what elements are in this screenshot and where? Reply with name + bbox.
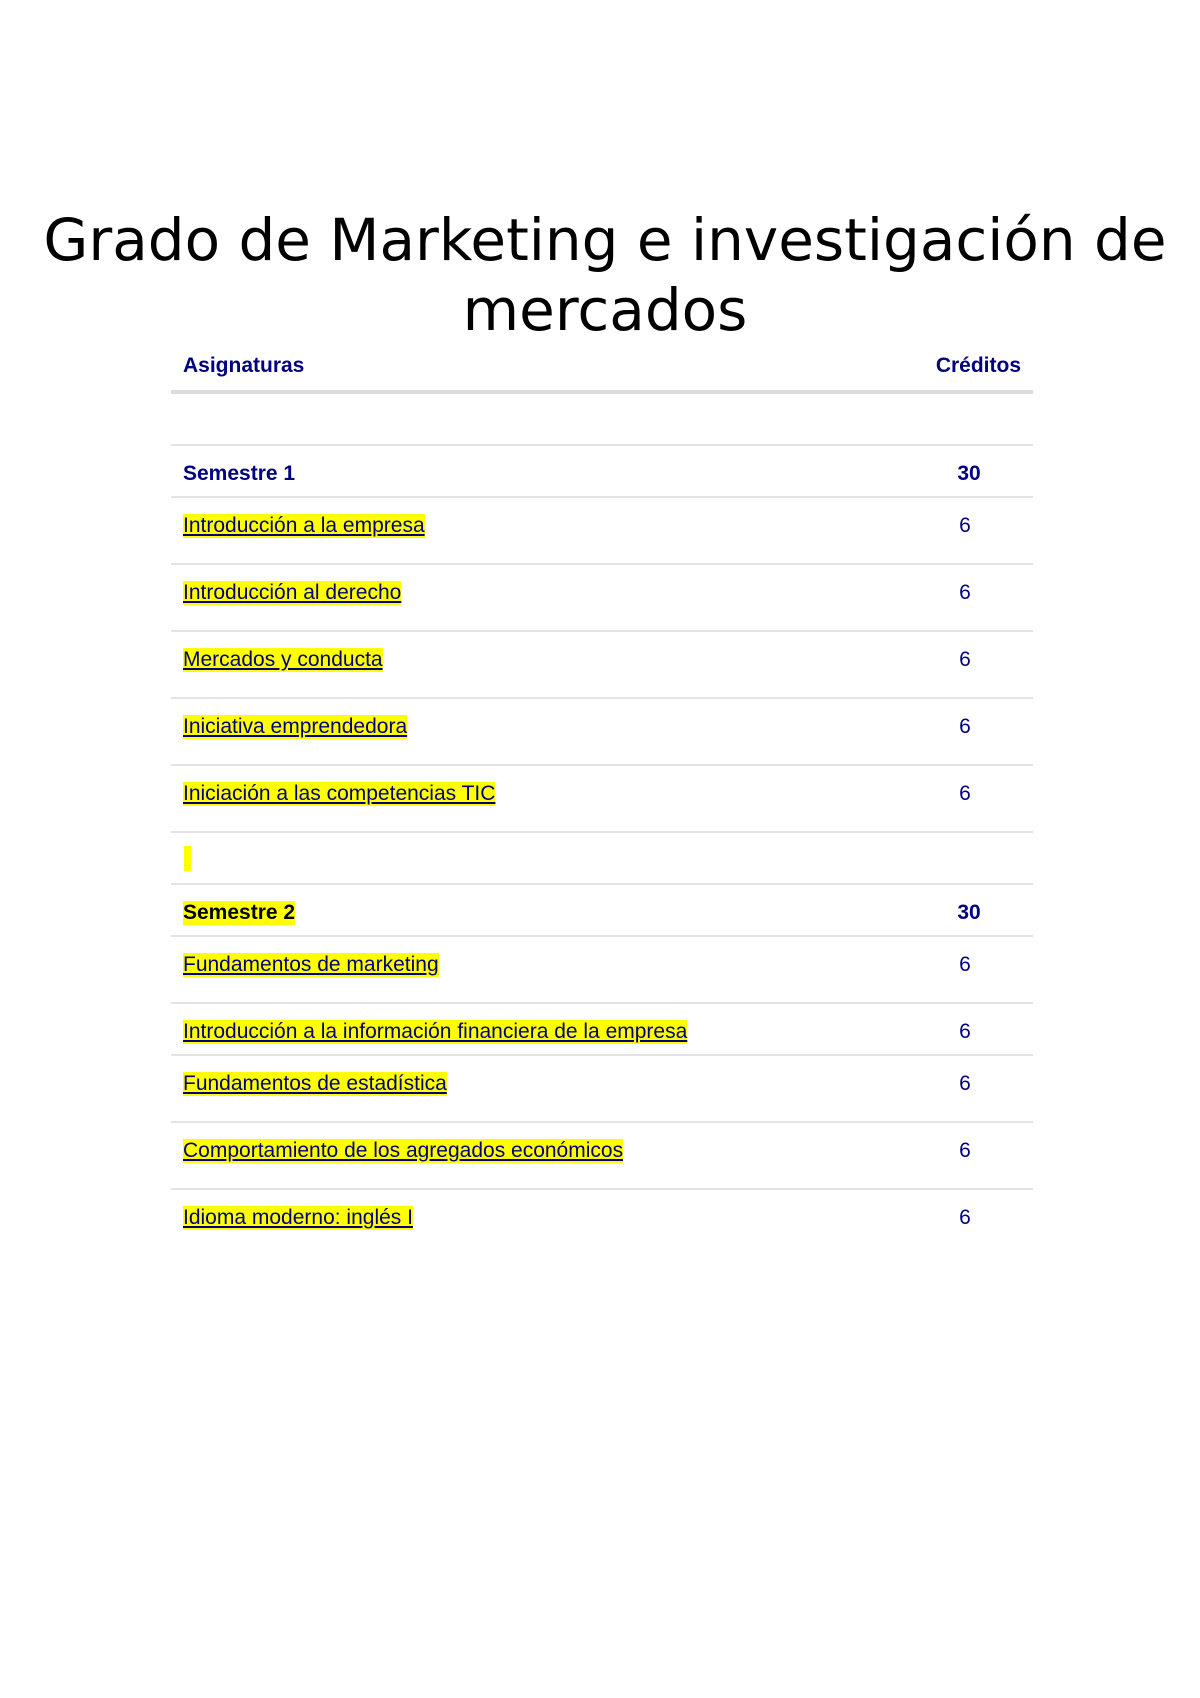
semester-1-label: Semestre 1: [183, 462, 296, 485]
subjects-column-header: Asignaturas: [183, 354, 305, 377]
highlight-marker: [184, 846, 191, 871]
credits-column-header: Créditos: [935, 354, 1021, 377]
course-credits: 6: [959, 715, 971, 738]
table-row: [171, 1004, 1033, 1056]
course-link[interactable]: Introducción a la información financiera de la empresa: [183, 1020, 688, 1043]
table-row: [171, 937, 1033, 1004]
table-row: [171, 1190, 1033, 1257]
blank-row: [171, 833, 1033, 885]
course-credits: 6: [959, 1139, 971, 1162]
table-row: [171, 1123, 1033, 1190]
course-credits: 6: [959, 1206, 971, 1229]
course-credits: 6: [959, 581, 971, 604]
spacer-row: [171, 394, 1033, 446]
semester-1-credits: 30: [957, 462, 981, 485]
course-credits: 6: [959, 648, 971, 671]
course-link[interactable]: Iniciación a las competencias TIC: [183, 782, 496, 805]
course-credits: 6: [959, 1072, 971, 1095]
course-link[interactable]: Comportamiento de los agregados económicos: [183, 1139, 624, 1162]
course-link[interactable]: Mercados y conducta: [183, 648, 383, 671]
course-link[interactable]: Idioma moderno: inglés I: [183, 1206, 413, 1229]
document-title: Grado de Marketing e investigación de mercados: [43, 206, 1167, 344]
course-link[interactable]: Introducción a la empresa: [183, 514, 425, 537]
course-link[interactable]: Fundamentos de estadística: [183, 1072, 447, 1095]
course-credits: 6: [959, 782, 971, 805]
course-link[interactable]: Fundamentos de marketing: [183, 953, 439, 976]
semester-2-row: [171, 885, 1033, 937]
table-row: [171, 699, 1033, 766]
subjects-table: [171, 350, 1033, 1257]
semester-2-credits: 30: [957, 901, 981, 924]
course-credits: 6: [959, 1020, 971, 1043]
course-link[interactable]: Introducción al derecho: [183, 581, 402, 604]
course-credits: 6: [959, 514, 971, 537]
table-row: [171, 766, 1033, 833]
semester-2-label: Semestre 2: [183, 901, 296, 924]
table-row: [171, 498, 1033, 565]
course-link[interactable]: Iniciativa emprendedora: [183, 715, 408, 738]
table-header: [171, 350, 1033, 394]
course-credits: 6: [959, 953, 971, 976]
table-row: [171, 565, 1033, 632]
semester-1-row: [171, 446, 1033, 498]
table-row: [171, 1056, 1033, 1123]
table-row: [171, 632, 1033, 699]
